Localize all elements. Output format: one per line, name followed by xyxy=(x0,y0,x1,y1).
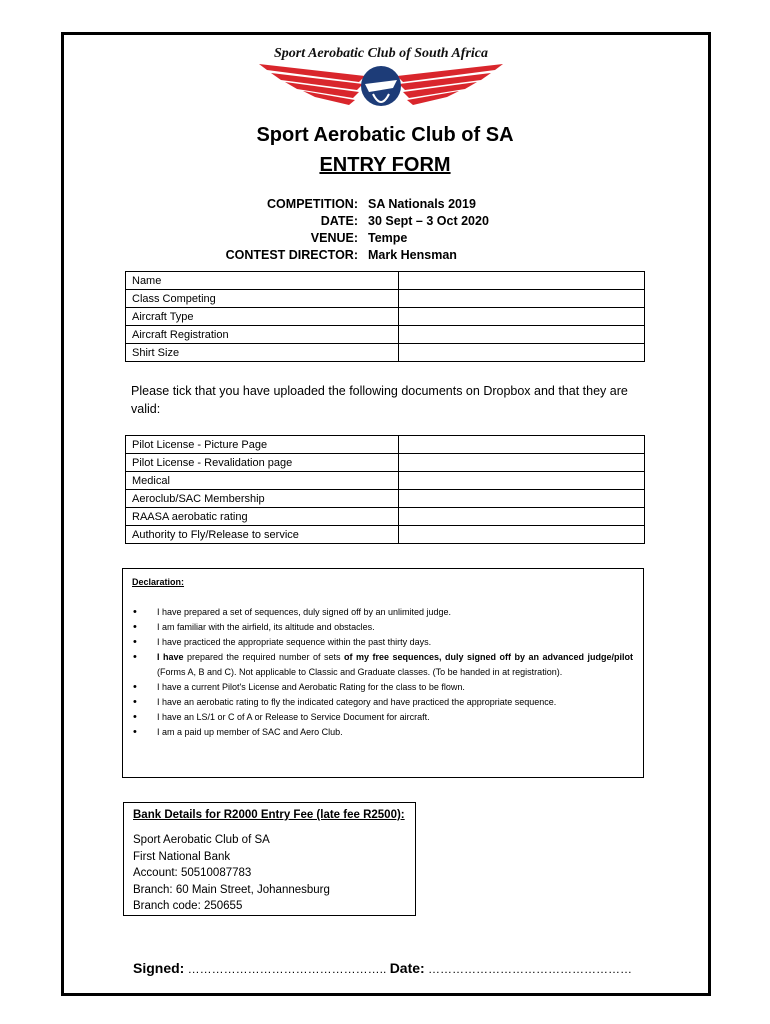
date-sign-label: Date: xyxy=(389,960,425,976)
bank-line: First National Bank xyxy=(133,850,231,863)
competition-values xyxy=(368,196,568,264)
table-row xyxy=(126,472,645,490)
competition-label: COMPETITION: xyxy=(267,197,358,211)
document-label: RAASA aerobatic rating xyxy=(126,508,399,526)
registration-input[interactable] xyxy=(399,326,645,344)
venue-value: Tempe xyxy=(368,231,408,245)
document-label: Pilot License - Revalidation page xyxy=(126,454,399,472)
name-label: Name xyxy=(126,272,399,290)
aircraft-type-input[interactable] xyxy=(399,308,645,326)
table-row xyxy=(126,308,645,326)
bank-line: Branch code: 250655 xyxy=(133,900,243,912)
shirt-size-label: Shirt Size xyxy=(126,344,399,362)
name-input[interactable] xyxy=(399,272,645,290)
declaration-box xyxy=(122,568,644,778)
class-input[interactable] xyxy=(399,290,645,308)
signed-label: Signed: xyxy=(133,960,185,976)
documents-table xyxy=(125,435,645,544)
document-label: Authority to Fly/Release to service xyxy=(126,526,399,544)
venue-label: VENUE: xyxy=(310,231,358,245)
document-label: Pilot License - Picture Page xyxy=(126,436,399,454)
document-tick-cell[interactable] xyxy=(399,490,645,508)
signature-line xyxy=(133,960,632,976)
bank-details-box xyxy=(123,802,416,916)
list-item: • I am a paid up member of SAC and Aero Club. xyxy=(123,725,633,740)
aircraft-type-label: Aircraft Type xyxy=(126,308,399,326)
wing-right-icon xyxy=(397,64,503,105)
list-item: • I have practiced the appropriate sequence within the past thirty days. xyxy=(123,635,633,650)
table-row xyxy=(126,436,645,454)
competition-labels xyxy=(96,196,358,264)
list-item: • I am familiar with the airfield, its altitude and obstacles. xyxy=(123,620,633,635)
director-label: CONTEST DIRECTOR: xyxy=(225,248,358,262)
table-row xyxy=(126,290,645,308)
shirt-size-input[interactable] xyxy=(399,344,645,362)
class-label: Class Competing xyxy=(126,290,399,308)
document-tick-cell[interactable] xyxy=(399,508,645,526)
bank-details-lines xyxy=(133,832,330,915)
page-title: Sport Aerobatic Club of SA xyxy=(256,124,514,146)
list-item: • I have an aerobatic rating to fly the indicated category and have practiced the appropriate sequence. xyxy=(123,695,633,710)
registration-label: Aircraft Registration xyxy=(126,326,399,344)
list-item: • I have a current Pilot's License and Aerobatic Rating for the class to be flown. xyxy=(123,680,633,695)
list-item: • I have prepared a set of sequences, duly signed off by an unlimited judge. xyxy=(123,605,633,620)
date-label: DATE: xyxy=(320,214,358,228)
list-item: • I have an LS/1 or C of A or Release to Service Document for aircraft. xyxy=(123,710,633,725)
table-row xyxy=(126,508,645,526)
club-logo xyxy=(247,40,515,120)
logo-banner-text: Sport Aerobatic Club of South Africa xyxy=(273,46,489,61)
signed-field[interactable]: ………………………………………….. xyxy=(184,962,390,976)
bank-line: Branch: 60 Main Street, Johannesburg xyxy=(133,883,330,896)
table-row xyxy=(126,490,645,508)
entrant-details-table xyxy=(125,271,645,362)
form-subtitle: ENTRY FORM xyxy=(319,154,451,176)
date-field[interactable]: …………………………………………… xyxy=(424,962,633,976)
declaration-list xyxy=(123,605,633,740)
competition-value: SA Nationals 2019 xyxy=(368,197,476,211)
table-row xyxy=(126,344,645,362)
document-tick-cell[interactable] xyxy=(399,436,645,454)
table-row xyxy=(126,526,645,544)
document-tick-cell[interactable] xyxy=(399,526,645,544)
date-value: 30 Sept – 3 Oct 2020 xyxy=(368,214,489,228)
document-tick-cell[interactable] xyxy=(399,472,645,490)
wing-left-icon xyxy=(259,64,365,105)
bank-line: Account: 50510087783 xyxy=(133,867,252,879)
director-value: Mark Hensman xyxy=(368,248,457,262)
bank-line: Sport Aerobatic Club of SA xyxy=(133,834,270,846)
table-row xyxy=(126,326,645,344)
documents-prompt: Please tick that you have uploaded the following documents on Dropbox and that they are valid: xyxy=(131,384,628,416)
table-row xyxy=(126,454,645,472)
document-tick-cell[interactable] xyxy=(399,454,645,472)
document-label: Medical xyxy=(126,472,399,490)
bank-details-title: Bank Details for R2000 Entry Fee (late fee R2500): xyxy=(133,809,405,821)
document-label: Aeroclub/SAC Membership xyxy=(126,490,399,508)
list-item: • I have prepared the required number of sets of my free sequences, duly signed off by an advanced judge/pilot (Forms A, B and C). Not applicable to Classic and Graduate classes. (To be handed in at registration). xyxy=(123,650,633,680)
table-row xyxy=(126,272,645,290)
declaration-title: Declaration: xyxy=(132,577,185,587)
